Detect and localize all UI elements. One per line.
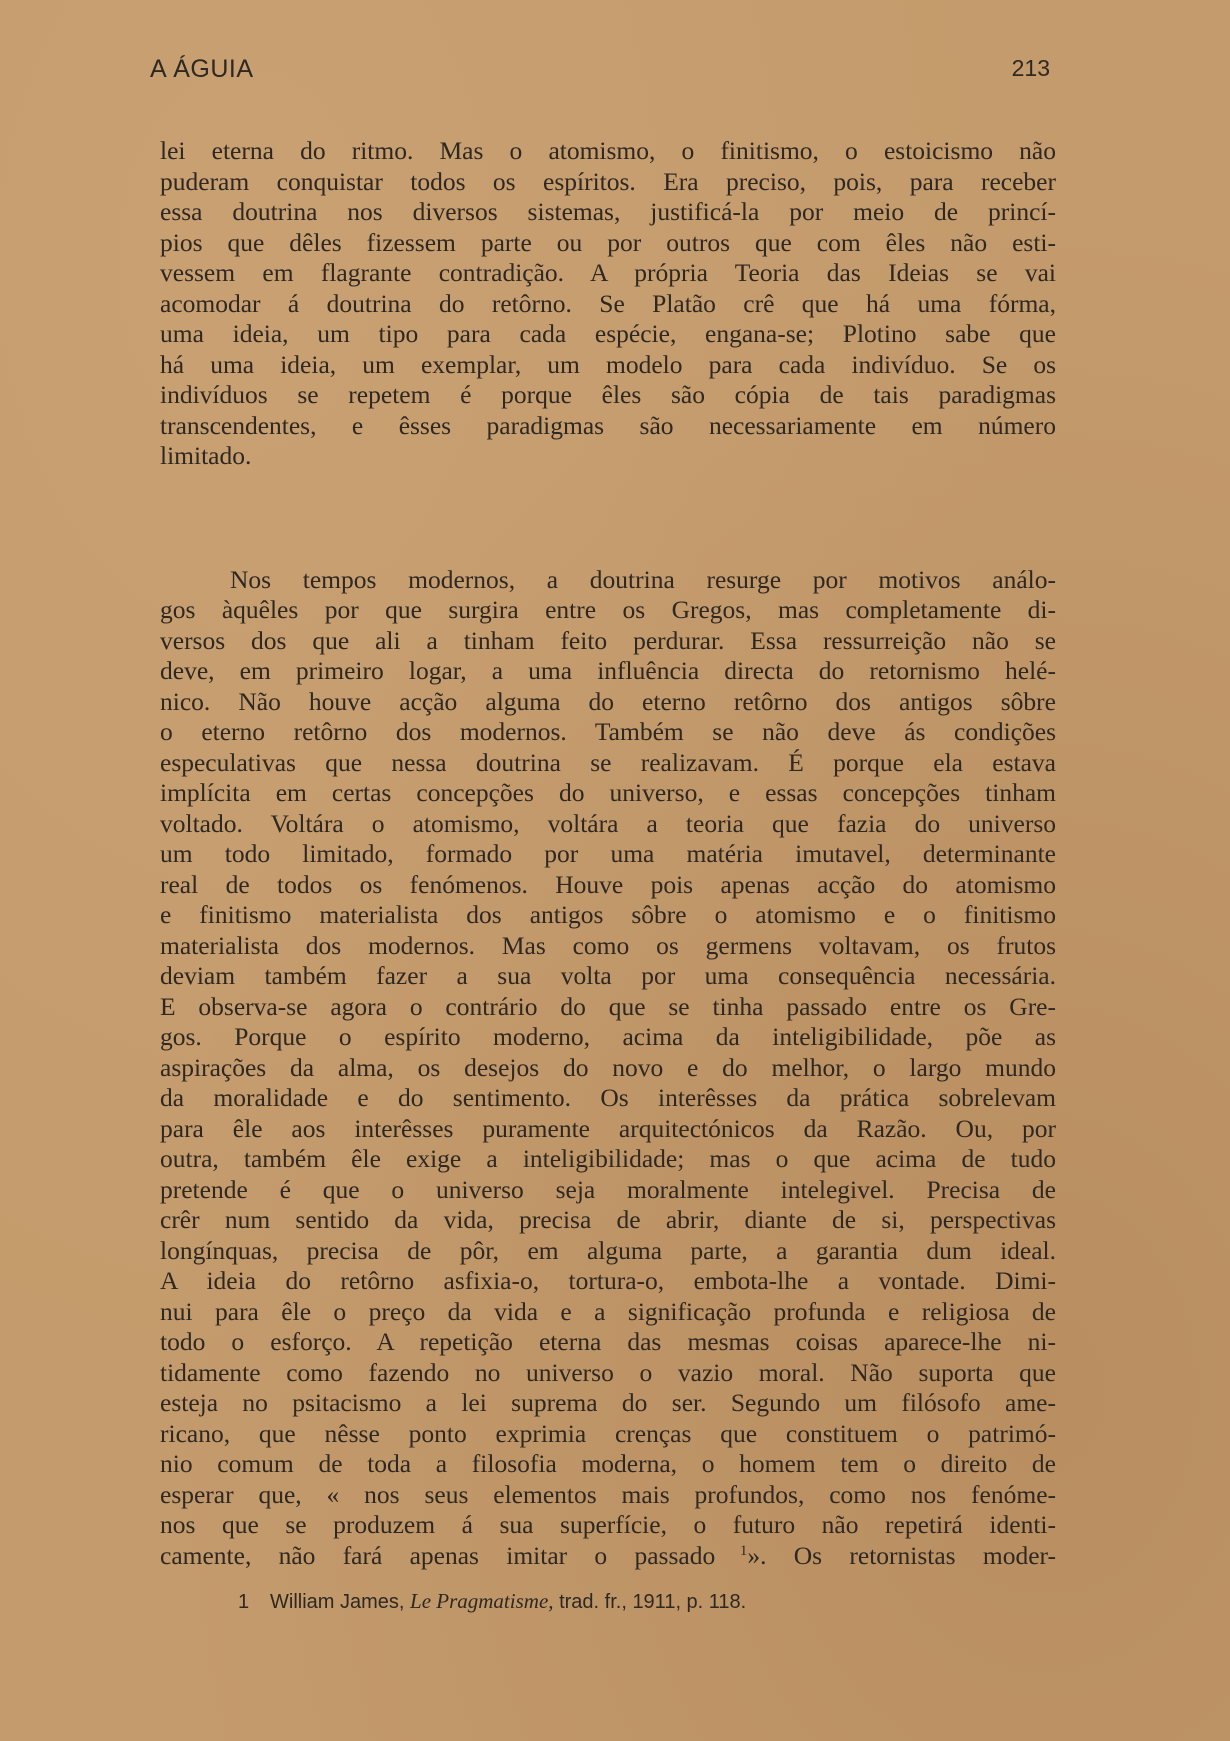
text-line: o eterno retôrno dos modernos. Também se não deve ás condições (160, 717, 1056, 746)
text-line: vessem em flagrante contradição. A própria Teoria das Ideias se vai (160, 258, 1056, 287)
footnote-title: Le Pragmatisme, (410, 1589, 554, 1613)
text-line: há uma ideia, um exemplar, um modelo para cada indivíduo. Se os (160, 349, 1056, 379)
text-line: Nos tempos modernos, a doutrina resurge por motivos análo- (230, 564, 1056, 594)
text-line: acomodar á doutrina do retôrno. Se Platão crê que há uma fórma, (160, 288, 1056, 318)
text-line: real de todos os fenómenos. Houve pois apenas acção do atomismo (160, 869, 1056, 899)
footnote-number: 1 (238, 1591, 250, 1613)
text-line: transcendentes, e êsses paradigmas são necessariamente em número (160, 410, 1056, 440)
text-line: E observa-se agora o contrário do que se tinha passado entre os Gre- (160, 991, 1056, 1021)
paragraph-spacer (160, 472, 1056, 565)
text-line: todo o esforço. A repetição eterna das mesmas coisas aparece-lhe ni- (160, 1327, 1056, 1356)
text-line: nos que se produzem á sua superfície, o futuro não repetirá identi- (160, 1510, 1056, 1539)
running-head: A ÁGUIA (150, 55, 254, 83)
text-line: gos àquêles por que surgira entre os Gregos, mas completamente di- (160, 595, 1056, 624)
text-line: nui para êle o preço da vida e a significação profunda e religiosa de (160, 1296, 1056, 1326)
text-line: um todo limitado, formado por uma matéria imutavel, determinante (160, 839, 1056, 868)
text-line: nio comum de toda a filosofia moderna, o homem tem o direito de (160, 1449, 1056, 1478)
page-header (150, 55, 1050, 91)
text-line: implícita em certas concepções do universo, e essas concepções tinham (160, 778, 1056, 807)
text-line: nico. Não houve acção alguma do eterno retôrno dos antigos sôbre (160, 686, 1056, 716)
text-line: puderam conquistar todos os espíritos. Era preciso, pois, para receber (160, 166, 1056, 196)
footnote-author: William James, (270, 1591, 405, 1613)
text-line: materialista dos modernos. Mas como os germens voltavam, os frutos (160, 930, 1056, 960)
text-line: gos. Porque o espírito moderno, acima da inteligibilidade, põe as (160, 1022, 1056, 1051)
text-line: aspirações da alma, os desejos do novo e do melhor, o largo mundo (160, 1052, 1056, 1082)
footnote-details: trad. fr., 1911, p. 118. (559, 1591, 747, 1613)
text-line: essa doutrina nos diversos sistemas, justificá-la por meio de princí- (160, 197, 1056, 226)
text-line: pios que dêles fizessem parte ou por outros que com êles não esti- (160, 227, 1056, 257)
paragraph-1 (160, 136, 1056, 472)
text-line: deviam também fazer a sua volta por uma consequência necessária. (160, 961, 1056, 990)
text-line: pretende é que o universo seja moralmente intelegivel. Precisa de (160, 1174, 1056, 1204)
text-line: longínquas, precisa de pôr, em alguma parte, a garantia dum ideal. (160, 1235, 1056, 1265)
paragraph-2 (160, 565, 1056, 1572)
text-line: crêr num sentido da vida, precisa de abrir, diante de si, perspectivas (160, 1205, 1056, 1234)
text-line: esperar que, « nos seus elementos mais profundos, como nos fenóme- (160, 1479, 1056, 1509)
text-line: limitado. (160, 441, 252, 470)
text-line: versos dos que ali a tinham feito perdurar. Essa ressurreição não se (160, 625, 1056, 655)
text-line: uma ideia, um tipo para cada espécie, engana-se; Plotino sabe que (160, 319, 1056, 348)
text-line: indivíduos se repetem é porque êles são cópia de tais paradigmas (160, 380, 1056, 409)
text-line: tidamente como fazendo no universo o vazio moral. Não suporta que (160, 1357, 1056, 1387)
text-line: deve, em primeiro logar, a uma influência directa do retornismo helé- (160, 656, 1056, 685)
body-text (160, 136, 1056, 1571)
text-line: outra, também êle exige a inteligibilidade; mas o que acima de tudo (160, 1144, 1056, 1173)
text-line: A ideia do retôrno asfixia-o, tortura-o, embota-lhe a vontade. Dimi- (160, 1266, 1056, 1295)
text-fragment: camente, não fará apenas imitar o passado (160, 1540, 716, 1570)
text-line: voltado. Voltára o atomismo, voltára a teoria que fazia do universo (160, 808, 1056, 838)
text-line: esteja no psitacismo a lei suprema do ser. Segundo um filósofo ame- (160, 1388, 1056, 1417)
text-fragment: ». Os retornistas moder- (747, 1540, 1057, 1570)
text-line: da moralidade e do sentimento. Os interêsses da prática sobrelevam (160, 1083, 1056, 1112)
page-number: 213 (1011, 55, 1050, 81)
text-line: especulativas que nessa doutrina se realizavam. É porque ela estava (160, 747, 1056, 777)
text-line: e finitismo materialista dos antigos sôbre o atomismo e o finitismo (160, 900, 1056, 929)
text-line: lei eterna do ritmo. Mas o atomismo, o finitismo, o estoicismo não (160, 136, 1056, 165)
footnote (238, 1589, 746, 1614)
text-line: para êle aos interêsses puramente arquitectónicos da Razão. Ou, por (160, 1113, 1056, 1143)
text-line: ricano, que nêsse ponto exprimia crenças que constituem o patrimó- (160, 1418, 1056, 1448)
footnote-marker: 1 (715, 1542, 748, 1559)
text-line (160, 1541, 1056, 1572)
